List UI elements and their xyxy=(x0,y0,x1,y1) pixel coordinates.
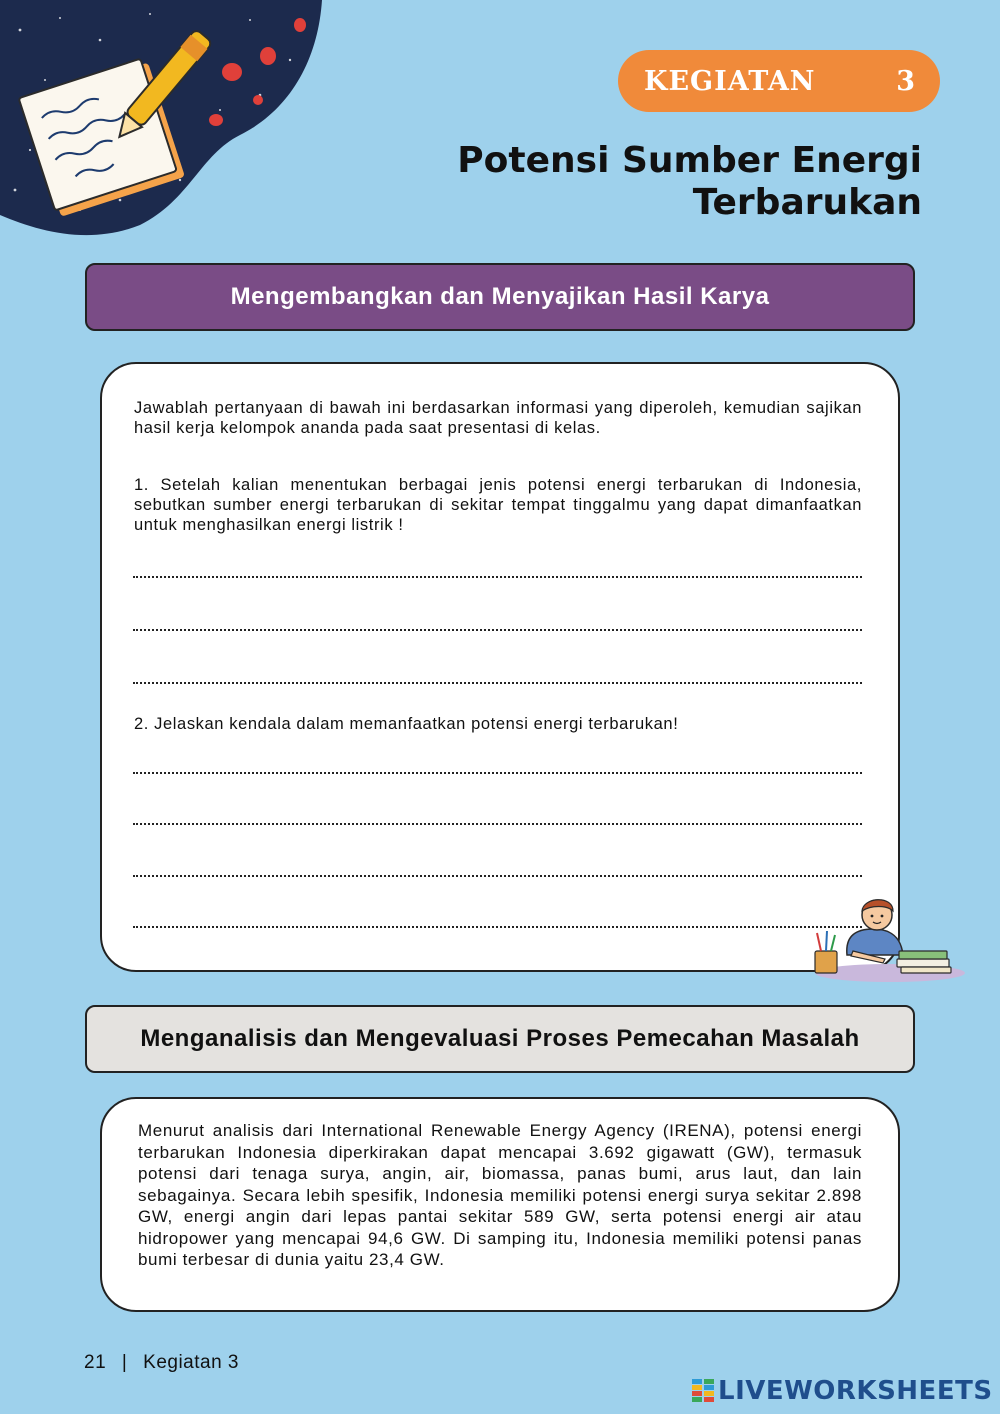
liveworksheets-logo xyxy=(692,1376,993,1406)
instructions-text: Jawablah pertanyaan di bawah ini berdasarkan informasi yang diperoleh, kemudian sajikan hasil kerja kelompok ananda pada saat presentasi di kelas. xyxy=(134,399,862,437)
activity-badge-label: KEGIATAN xyxy=(644,65,816,97)
question-2-answer-line-4[interactable] xyxy=(133,912,862,928)
section-2-heading: Menganalisis dan Mengevaluasi Proses Pemecahan Masalah xyxy=(85,1005,915,1073)
question-2-answer-line-1[interactable] xyxy=(133,758,862,774)
footer-separator: | xyxy=(121,1352,128,1373)
question-2-text: 2. Jelaskan kendala dalam memanfaatkan potensi energi terbarukan! xyxy=(134,715,679,733)
question-1-answer-line-2[interactable] xyxy=(133,615,862,631)
page-number: 21 xyxy=(84,1352,107,1373)
question-1-answer-line-3[interactable] xyxy=(133,668,862,684)
question-2-answer-line-2[interactable] xyxy=(133,809,862,825)
question-2-answer-line-3[interactable] xyxy=(133,861,862,877)
footer-label: Kegiatan 3 xyxy=(143,1352,239,1373)
page-title xyxy=(362,140,922,224)
question-card xyxy=(100,362,900,972)
student-writing-icon xyxy=(805,893,965,985)
question-1-text: 1. Setelah kalian menentukan berbagai jenis potensi energi terbarukan di Indonesia, sebutkan sumber energi terbarukan di sekitar tempat tinggalmu yang dapat dimanfaatkan untuk menghasilkan energi listrik ! xyxy=(134,476,862,534)
analysis-paragraph: Menurut analisis dari International Renewable Energy Agency (IRENA), potensi energi terbarukan Indonesia diperkirakan dapat mencapai 3.692 gigawatt (GW), termasuk potensi dari tenaga surya, angin, air, biomassa, panas bumi, arus laut, dan lain sebagainya. Secara lebih spesifik, Indonesia memiliki potensi energi surya sekitar 2.898 GW, energi angin dari lepas pantai sekitar 589 GW, serta potensi energi air atau hidropower yang mencapai 94,6 GW. Di samping itu, Indonesia memiliki potensi panas bumi terbesar di dunia yaitu 23,4 GW. xyxy=(138,1121,862,1269)
page-footer xyxy=(84,1352,239,1374)
notebook-pen-icon xyxy=(0,0,330,240)
activity-badge-number: 3 xyxy=(896,65,916,97)
liveworksheets-logo-icon xyxy=(692,1379,714,1403)
liveworksheets-logo-text: LIVEWORKSHEETS xyxy=(718,1376,993,1406)
section-1-heading: Mengembangkan dan Menyajikan Hasil Karya xyxy=(85,263,915,331)
page-title-line-2: Terbarukan xyxy=(692,182,922,223)
page-title-line-1: Potensi Sumber Energi xyxy=(457,140,922,181)
question-1-answer-line-1[interactable] xyxy=(133,562,862,578)
activity-badge xyxy=(618,50,940,112)
